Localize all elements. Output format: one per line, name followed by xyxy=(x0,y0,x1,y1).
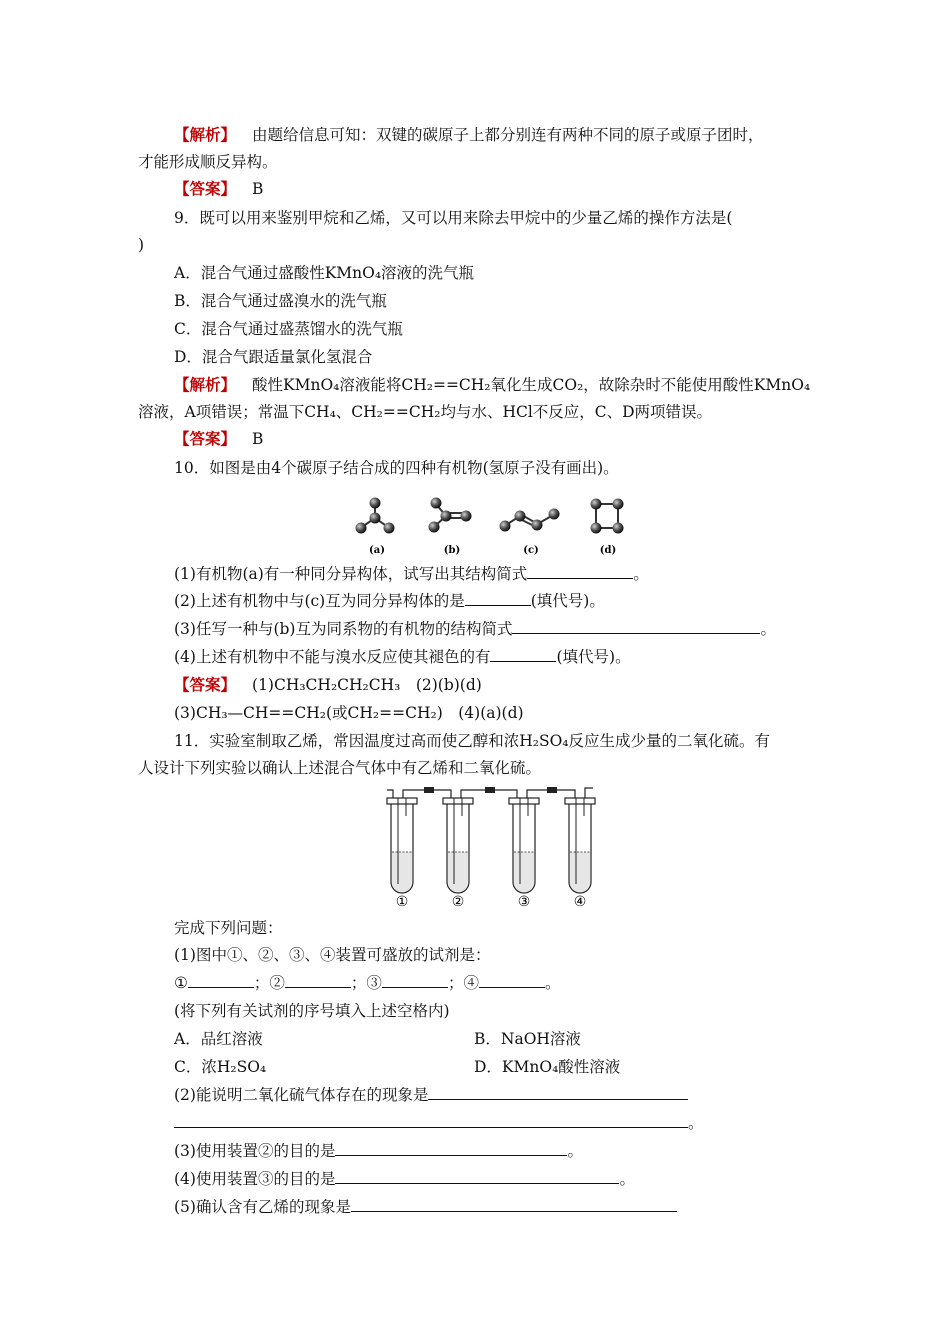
q9-answer-line xyxy=(174,428,263,450)
q11-sub1: (1)图中①、②、③、④装置可盛放的试剂是： xyxy=(174,946,491,964)
apparatus-label-4: ④ xyxy=(573,894,587,910)
answer-blank[interactable] xyxy=(512,618,760,634)
q9-option-a: A．混合气通过盛酸性KMnO₄溶液的洗气瓶 xyxy=(174,264,475,282)
answer-blank[interactable] xyxy=(527,563,633,579)
apparatus-label-3: ③ xyxy=(517,894,531,910)
tube-clip xyxy=(547,787,557,793)
answer-text: B xyxy=(252,180,264,198)
answer-tag: 【答案】 xyxy=(174,429,237,448)
option-a: A．品红溶液 xyxy=(174,1030,263,1048)
q10-sub4 xyxy=(174,646,631,668)
analysis-text: 酸性KMnO₄溶液能将CH₂==CH₂氧化生成CO₂，故除杂时不能使用酸性KMnO₄ xyxy=(252,376,811,394)
question-text: (3)使用装置②的目的是 xyxy=(174,1142,336,1160)
q9-stem-2: ) xyxy=(138,236,145,254)
fill-label: ；④ xyxy=(447,974,479,992)
q11-sub2 xyxy=(174,1084,688,1106)
q11-stem: 11．实验室制取乙烯，常因温度过高而使乙醇和浓H₂SO₄反应生成少量的二氧化硫。有 xyxy=(174,732,770,750)
analysis-tag: 【解析】 xyxy=(174,375,237,394)
q11-sub5 xyxy=(174,1196,677,1218)
q11-sub1-fill xyxy=(174,972,560,994)
question-text: (1)有机物(a)有一种同分异构体，试写出其结构简式 xyxy=(174,565,528,583)
question-text-end: (填代号)。 xyxy=(556,648,631,666)
q11-apparatus-figure xyxy=(385,784,605,910)
question-text-end: 。 xyxy=(619,1170,635,1188)
q8-analysis-line-2: 才能形成顺反异构。 xyxy=(138,153,278,171)
q11-options-row-1 xyxy=(174,1028,774,1050)
tube-clip xyxy=(485,787,495,793)
question-text: (5)确认含有乙烯的现象是 xyxy=(174,1198,351,1216)
question-text: (2)能说明二氧化硫气体存在的现象是 xyxy=(174,1086,429,1104)
option-b: B．NaOH溶液 xyxy=(474,1030,581,1048)
apparatus-label-2: ② xyxy=(451,894,465,910)
q10-answer-line-2: (3)CH₃—CH==CH₂(或CH₂==CH₂) (4)(a)(d) xyxy=(174,704,524,722)
answer-blank[interactable] xyxy=(335,1168,619,1184)
figure-label-c: (c) xyxy=(523,545,539,556)
answer-blank[interactable] xyxy=(465,590,531,606)
question-text: (3)任写一种与(b)互为同系物的有机物的结构简式 xyxy=(174,620,513,638)
q10-molecule-figure xyxy=(340,492,640,560)
answer-blank[interactable] xyxy=(285,972,351,988)
question-text: (4)使用装置③的目的是 xyxy=(174,1170,336,1188)
q10-stem: 10．如图是由4个碳原子结合成的四种有机物(氢原子没有画出)。 xyxy=(174,459,619,477)
question-text-end: 。 xyxy=(633,565,649,583)
q10-answer-line xyxy=(174,674,482,696)
q9-option-d: D．混合气跟适量氯化氢混合 xyxy=(174,348,373,366)
answer-tag: 【答案】 xyxy=(174,179,237,198)
answer-text: (1)CH₃CH₂CH₂CH₃ (2)(b)(d) xyxy=(252,676,482,694)
q11-sub3 xyxy=(174,1140,583,1162)
figure-label-b: (b) xyxy=(443,545,461,556)
q11-instruction: 完成下列问题： xyxy=(174,919,283,937)
q11-stem-2: 人设计下列实验以确认上述混合气体中有乙烯和二氧化硫。 xyxy=(138,759,542,777)
answer-text: B xyxy=(252,430,264,448)
molecule-b xyxy=(429,498,472,533)
question-text: (2)上述有机物中与(c)互为同分异构体的是 xyxy=(174,592,465,610)
test-tube-4 xyxy=(565,798,595,893)
fill-label: 。 xyxy=(544,974,561,992)
question-text-end: (填代号)。 xyxy=(530,592,605,610)
q11-sub4 xyxy=(174,1168,635,1190)
option-d: D．KMnO₄酸性溶液 xyxy=(474,1058,621,1076)
tube-clip xyxy=(424,787,434,793)
question-text-end: 。 xyxy=(688,1114,704,1132)
question-text: (4)上述有机物中不能与溴水反应使其褪色的有 xyxy=(174,648,491,666)
molecule-a xyxy=(356,498,395,534)
inlet-tube xyxy=(387,790,393,798)
question-text-end: 。 xyxy=(760,620,776,638)
test-tube-1 xyxy=(387,798,417,893)
q11-sub2-cont xyxy=(174,1112,704,1134)
apparatus-label-1: ① xyxy=(395,894,409,910)
option-c: C．浓H₂SO₄ xyxy=(174,1058,267,1076)
figure-label-d: (d) xyxy=(599,545,617,556)
q10-sub2 xyxy=(174,590,605,612)
analysis-text: 由题给信息可知：双键的碳原子上都分别连有两种不同的原子或原子团时， xyxy=(252,126,764,144)
q11-options-row-2 xyxy=(174,1056,774,1078)
fill-label: ① xyxy=(174,974,188,992)
q8-analysis-line xyxy=(174,124,764,146)
answer-blank[interactable] xyxy=(382,972,448,988)
fill-label: ；③ xyxy=(350,974,382,992)
answer-blank[interactable] xyxy=(188,972,254,988)
question-text-end: 。 xyxy=(567,1142,583,1160)
answer-blank[interactable] xyxy=(490,646,556,662)
molecule-c xyxy=(500,509,560,532)
q9-stem: 9．既可以用来鉴别甲烷和乙烯，又可以用来除去甲烷中的少量乙烯的操作方法是( xyxy=(174,209,733,227)
molecule-d xyxy=(591,499,624,534)
answer-blank[interactable] xyxy=(428,1084,688,1100)
outlet-tube xyxy=(585,788,593,798)
q11-note: (将下列有关试剂的序号填入上述空格内) xyxy=(174,1002,450,1020)
answer-blank[interactable] xyxy=(479,972,545,988)
q10-sub1 xyxy=(174,563,649,585)
q10-sub3 xyxy=(174,618,776,640)
q9-option-c: C．混合气通过盛蒸馏水的洗气瓶 xyxy=(174,320,403,338)
answer-blank[interactable] xyxy=(174,1112,688,1128)
answer-blank[interactable] xyxy=(335,1140,567,1156)
fill-label: ；② xyxy=(253,974,285,992)
answer-blank[interactable] xyxy=(351,1196,677,1212)
q9-analysis-line xyxy=(174,374,810,396)
test-tube-2 xyxy=(443,798,473,893)
q8-answer-line xyxy=(174,178,263,200)
analysis-tag: 【解析】 xyxy=(174,125,237,144)
test-tube-3 xyxy=(509,798,539,893)
q9-analysis-line-2: 溶液，A项错误；常温下CH₄、CH₂==CH₂均与水、HCl不反应，C、D两项错误。 xyxy=(138,403,713,421)
answer-tag: 【答案】 xyxy=(174,675,237,694)
figure-label-a: (a) xyxy=(369,545,385,556)
q9-option-b: B．混合气通过盛溴水的洗气瓶 xyxy=(174,292,387,310)
